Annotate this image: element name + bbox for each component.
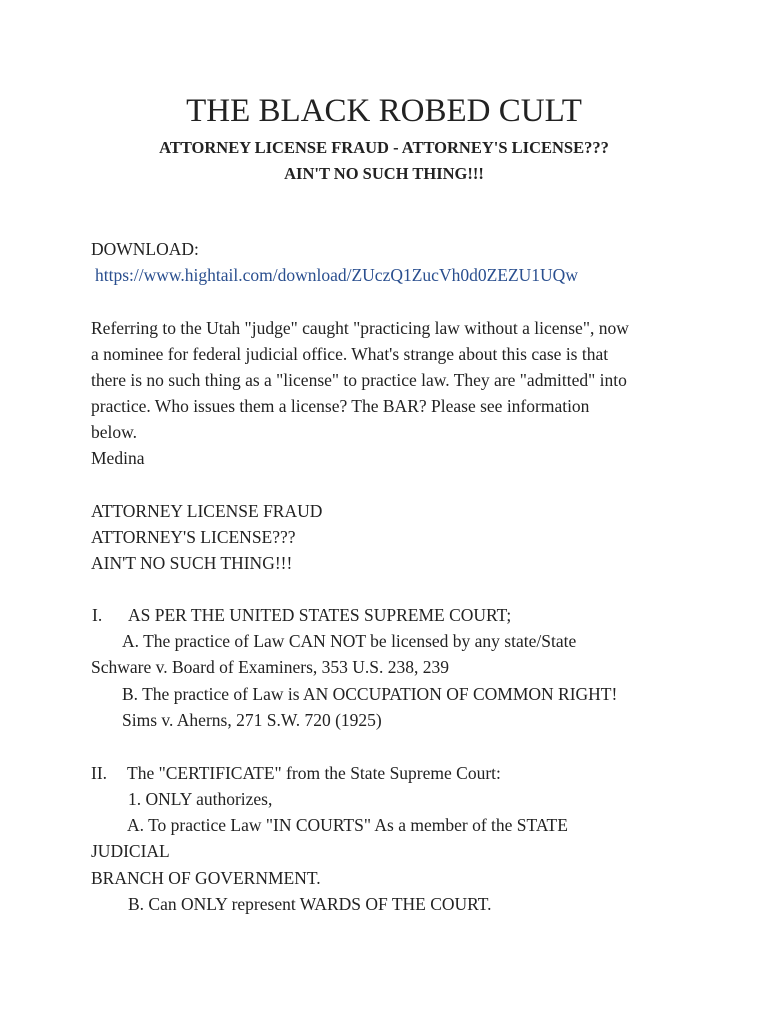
subtitle-line-1: ATTORNEY LICENSE FRAUD - ATTORNEY'S LICENSE??? [159, 138, 609, 157]
intro-line-1: Referring to the Utah "judge" caught "practicing law without a license", now [91, 318, 629, 338]
heading-line-1: ATTORNEY LICENSE FRAUD [91, 501, 323, 521]
section-2-item-1: 1. ONLY authorizes, [128, 789, 273, 809]
section-1-citation-b: Sims v. Aherns, 271 S.W. 720 (1925) [122, 710, 382, 730]
section-2-item-b: B. Can ONLY represent WARDS OF THE COURT. [128, 894, 492, 914]
download-label: DOWNLOAD: [91, 239, 199, 259]
intro-line-5: below. [91, 422, 138, 442]
heading-line-2: ATTORNEY'S LICENSE??? [91, 527, 296, 547]
section-1-heading: AS PER THE UNITED STATES SUPREME COURT; [128, 605, 512, 625]
signature: Medina [91, 448, 145, 468]
section-2-numeral: II. [91, 763, 108, 783]
section-2-item-a-continued-2: BRANCH OF GOVERNMENT. [91, 868, 321, 888]
section-1-item-b: B. The practice of Law is AN OCCUPATION OF COMMON RIGHT! [122, 684, 618, 704]
download-link[interactable]: https://www.hightail.com/download/ZUczQ1ZucVh0d0ZEZU1UQw [95, 265, 578, 285]
section-2-item-a: A. To practice Law "IN COURTS" As a member of the STATE [127, 815, 568, 835]
intro-line-4: practice. Who issues them a license? The BAR? Please see information [91, 396, 590, 416]
section-2-item-a-continued-1: JUDICIAL [91, 841, 170, 861]
subtitle-line-2: AIN'T NO SUCH THING!!! [284, 164, 484, 183]
intro-line-2: a nominee for federal judicial office. What's strange about this case is that [91, 344, 609, 364]
section-1-citation-a: Schware v. Board of Examiners, 353 U.S. 238, 239 [91, 657, 450, 677]
intro-line-3: there is no such thing as a "license" to practice law. They are "admitted" into [91, 370, 627, 390]
document-title: THE BLACK ROBED CULT [186, 93, 582, 129]
heading-line-3: AIN'T NO SUCH THING!!! [91, 553, 293, 573]
section-2-heading: The "CERTIFICATE" from the State Supreme Court: [127, 763, 501, 783]
section-1-item-a: A. The practice of Law CAN NOT be licensed by any state/State [122, 631, 577, 651]
section-1-numeral: I. [92, 605, 103, 625]
